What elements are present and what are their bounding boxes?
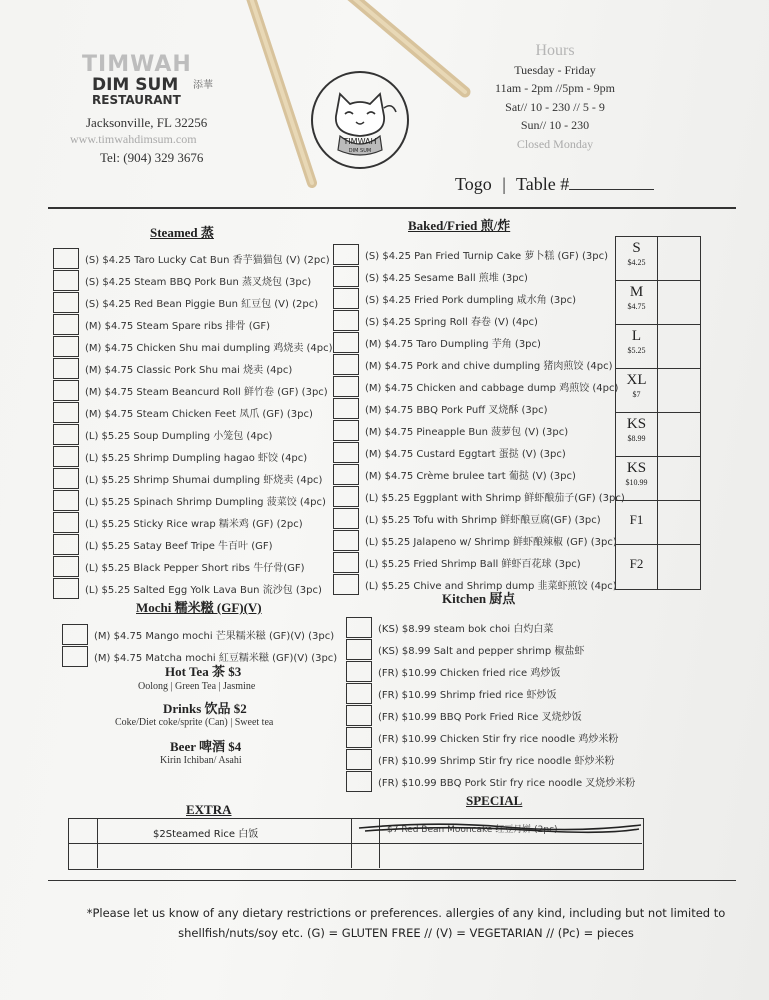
menu-item-row[interactable] <box>333 485 625 507</box>
menu-item-row[interactable] <box>333 309 625 331</box>
menu-item-label: (KS) $8.99 steam bok choi 白灼白菜 <box>378 623 554 635</box>
lucky-cat-logo-icon <box>310 70 410 170</box>
quantity-checkbox[interactable] <box>53 314 79 335</box>
size-row <box>616 457 700 501</box>
quantity-checkbox[interactable] <box>346 639 372 660</box>
menu-item-label: (S) $4.25 Steam BBQ Pork Bun 蒸叉烧包 (3pc) <box>85 276 312 288</box>
quantity-checkbox[interactable] <box>53 468 79 489</box>
menu-item-row[interactable] <box>53 335 333 357</box>
quantity-checkbox[interactable] <box>333 508 359 529</box>
size-row <box>616 237 700 281</box>
menu-item-row[interactable] <box>53 577 333 599</box>
cat-logo-text1: TIMWAH <box>343 137 377 146</box>
menu-item-row[interactable] <box>53 401 333 423</box>
menu-item-label: (L) $5.25 Shrimp Shumai dumpling 虾烧卖 (4pc) <box>85 474 323 486</box>
table-row-divider <box>69 843 642 844</box>
togo-table-field[interactable] <box>455 174 654 195</box>
menu-item-row[interactable] <box>53 467 333 489</box>
menu-item-label: (M) $4.75 Pineapple Bun 菠萝包 (V) (3pc) <box>365 426 569 438</box>
size-tally-cell[interactable] <box>658 237 700 280</box>
table-col-divider <box>351 819 352 868</box>
quantity-checkbox[interactable] <box>333 354 359 375</box>
size-letter: KS <box>626 460 647 476</box>
quantity-checkbox[interactable] <box>53 380 79 401</box>
size-label <box>616 281 658 324</box>
quantity-checkbox[interactable] <box>53 336 79 357</box>
menu-item-label: (L) $5.25 Black Pepper Short ribs 牛仔骨(GF) <box>85 562 305 574</box>
togo-label[interactable]: Togo <box>455 174 492 194</box>
hours-line: 11am - 2pm //5pm - 9pm <box>495 81 615 95</box>
menu-item-row[interactable] <box>333 463 625 485</box>
menu-item-label: (L) $5.25 Soup Dumpling 小笼包 (4pc) <box>85 430 273 442</box>
size-letter: S <box>632 240 641 256</box>
menu-item-row[interactable] <box>333 375 625 397</box>
menu-item-row[interactable] <box>53 511 333 533</box>
quantity-checkbox[interactable] <box>53 556 79 577</box>
size-price: $5.25 <box>627 346 646 355</box>
table-number-field[interactable] <box>569 175 654 190</box>
hours-line: Tuesday - Friday <box>514 62 596 77</box>
footer-line: shellfish/nuts/soy etc. (G) = GLUTEN FREE // (V) = VEGETARIAN // (Pc) = pieces <box>178 926 634 940</box>
phone-text: Tel: (904) 329 3676 <box>100 150 204 165</box>
menu-item-label: (FR) $10.99 BBQ Pork Stir fry rice noodle 叉烧炒米粉 <box>378 777 636 789</box>
menu-item-row[interactable] <box>346 682 635 704</box>
menu-item-label: (FR) $10.99 Chicken Stir fry rice noodle 鸡炒米粉 <box>378 733 619 745</box>
menu-item-row[interactable] <box>333 507 625 529</box>
size-row <box>616 325 700 369</box>
size-row <box>616 501 700 545</box>
hours-line: Sun// 10 - 230 <box>520 118 590 132</box>
quantity-checkbox[interactable] <box>333 244 359 265</box>
size-row <box>616 281 700 325</box>
size-price: $10.99 <box>625 478 648 487</box>
menu-item-label: (L) $5.25 Fried Shrimp Ball 鲜虾百花球 (3pc) <box>365 558 581 570</box>
quantity-checkbox[interactable] <box>53 446 79 467</box>
separator: | <box>502 174 506 194</box>
footer-note <box>76 903 736 943</box>
menu-item-label: (S) $4.25 Sesame Ball 煎堆 (3pc) <box>365 272 528 284</box>
size-label <box>616 457 658 500</box>
quantity-checkbox[interactable] <box>333 310 359 331</box>
menu-item-label: (M) $4.75 Crème brulee tart 葡挞 (V) (3pc) <box>365 470 576 482</box>
menu-item-label: (S) $4.25 Red Bean Piggie Bun 紅豆包 (V) (2pc) <box>85 298 319 310</box>
menu-item-row[interactable] <box>333 265 625 287</box>
quantity-checkbox[interactable] <box>53 424 79 445</box>
menu-item-row[interactable] <box>333 441 625 463</box>
menu-item-row[interactable] <box>333 331 625 353</box>
size-tally-cell[interactable] <box>658 325 700 368</box>
menu-item-row[interactable] <box>53 357 333 379</box>
size-tally-cell[interactable] <box>658 545 700 589</box>
menu-item-row[interactable] <box>333 529 625 551</box>
menu-item-row[interactable] <box>62 623 337 645</box>
menu-item-row[interactable] <box>346 770 635 792</box>
size-row <box>616 545 700 589</box>
extra-title: EXTRA <box>186 802 232 817</box>
menu-item-label: (L) $5.25 Eggplant with Shrimp 鲜虾酿茄子(GF) (3pc) <box>365 492 625 504</box>
quantity-checkbox[interactable] <box>333 486 359 507</box>
menu-item-label: (S) $4.25 Taro Lucky Cat Bun 香芋猫猫包 (V) (2pc) <box>85 254 330 266</box>
quantity-checkbox[interactable] <box>62 624 88 645</box>
menu-item-label: (M) $4.75 Chicken and cabbage dump 鸡煎饺 (4pc) <box>365 382 619 394</box>
menu-item-label: (FR) $10.99 BBQ Pork Fried Rice 叉烧炒饭 <box>378 711 582 723</box>
menu-item-label: (KS) $8.99 Salt and pepper shrimp 椒盐虾 <box>378 645 585 657</box>
hot-tea-title: Hot Tea 茶 $3 <box>165 664 242 679</box>
quantity-checkbox[interactable] <box>53 270 79 291</box>
menu-item-label: (M) $4.75 Matcha mochi 紅豆糯米糍 (GF)(V) (3pc) <box>94 652 338 664</box>
quantity-checkbox[interactable] <box>346 727 372 748</box>
menu-item-row[interactable] <box>53 291 333 313</box>
quantity-checkbox[interactable] <box>333 420 359 441</box>
size-price: $7 <box>632 390 641 399</box>
size-letter: XL <box>626 372 647 388</box>
drinks-title: Drinks 饮品 $2 <box>163 701 247 716</box>
quantity-checkbox[interactable] <box>333 574 359 595</box>
menu-item-label: (M) $4.75 Steam Spare ribs 排骨 (GF) <box>85 320 271 332</box>
special-item-crossed[interactable]: $7 Red Bean Mooncake 红豆月饼 (2pc) <box>387 825 558 835</box>
quantity-checkbox[interactable] <box>53 490 79 511</box>
menu-item-label: (M) $4.75 Custard Eggtart 蛋挞 (V) (3pc) <box>365 448 566 460</box>
size-tally-cell[interactable] <box>658 501 700 544</box>
quantity-checkbox[interactable] <box>333 552 359 573</box>
menu-item-row[interactable] <box>346 616 635 638</box>
menu-item-row[interactable] <box>346 704 635 726</box>
menu-item-row[interactable] <box>333 551 625 573</box>
quantity-checkbox[interactable] <box>346 771 372 792</box>
size-row <box>616 413 700 457</box>
menu-item-label: (L) $5.25 Jalapeno w/ Shrimp 鲜虾酿辣椒 (GF) (3pc) <box>365 536 617 548</box>
quantity-checkbox[interactable] <box>53 402 79 423</box>
menu-item-row[interactable] <box>53 555 333 577</box>
header-divider <box>48 207 736 209</box>
logo-dimsum: DIM SUM <box>92 75 179 95</box>
menu-item-row[interactable] <box>53 379 333 401</box>
steamed-title: Steamed 蒸 <box>150 225 214 240</box>
footer-divider <box>48 880 736 881</box>
size-tally-cell[interactable] <box>658 457 700 500</box>
size-tally-cell[interactable] <box>658 413 700 456</box>
size-letter: F2 <box>629 556 644 571</box>
menu-item-row[interactable] <box>53 313 333 335</box>
cat-logo-text2: DIM SUM <box>348 148 372 154</box>
size-label <box>616 237 658 280</box>
footer-line: *Please let us know of any dietary restrictions or preferences. allergies of any kind, including but not limited to <box>86 906 726 920</box>
size-tally-grid <box>615 236 701 590</box>
menu-item-row[interactable] <box>346 726 635 748</box>
quantity-checkbox[interactable] <box>333 442 359 463</box>
size-label <box>616 325 658 368</box>
menu-item-label: (M) $4.75 BBQ Pork Puff 叉烧酥 (3pc) <box>365 404 548 416</box>
kitchen-title: Kitchen 厨点 <box>442 591 516 606</box>
menu-item-label: (FR) $10.99 Shrimp Stir fry rice noodle 虾炒米粉 <box>378 755 615 767</box>
address-city: Jacksonville, FL 32256 <box>86 115 208 130</box>
menu-item-label: (L) $5.25 Spinach Shrimp Dumpling 菠菜饺 (4pc) <box>85 496 326 508</box>
menu-item-row[interactable] <box>53 533 333 555</box>
quantity-checkbox[interactable] <box>346 661 372 682</box>
quantity-checkbox[interactable] <box>333 530 359 551</box>
quantity-checkbox[interactable] <box>346 683 372 704</box>
size-label <box>616 501 658 544</box>
extra-special-table <box>68 818 644 870</box>
hours-closed: Closed Monday <box>516 136 594 151</box>
quantity-checkbox[interactable] <box>333 266 359 287</box>
menu-item-label: (L) $5.25 Chive and Shrimp dump 韭菜虾煎饺 (4pc) <box>365 580 617 592</box>
menu-item-row[interactable] <box>346 748 635 770</box>
logo-chinese: 添華 <box>193 80 213 91</box>
menu-item-row[interactable] <box>53 489 333 511</box>
menu-item-label: (L) $5.25 Sticky Rice wrap 糯米鸡 (GF) (2pc) <box>85 518 303 530</box>
size-letter: F1 <box>629 512 644 527</box>
menu-item-label: (L) $5.25 Shrimp Dumpling hagao 虾饺 (4pc) <box>85 452 308 464</box>
size-letter: KS <box>626 416 647 432</box>
table-col-divider <box>97 819 98 868</box>
special-title: SPECIAL <box>466 793 523 808</box>
table-label: Table # <box>516 174 570 194</box>
baked-list <box>333 243 625 595</box>
size-tally-cell[interactable] <box>658 281 700 324</box>
hours-line: Sat// 10 - 230 // 5 - 9 <box>505 99 605 114</box>
quantity-checkbox[interactable] <box>53 358 79 379</box>
size-letter: L <box>631 328 642 344</box>
size-price: $4.25 <box>627 258 646 267</box>
size-label <box>616 413 658 456</box>
size-tally-cell[interactable] <box>658 369 700 412</box>
quantity-checkbox[interactable] <box>53 292 79 313</box>
menu-item-row[interactable] <box>346 660 635 682</box>
size-label <box>616 545 658 589</box>
quantity-checkbox[interactable] <box>346 617 372 638</box>
menu-item-row[interactable] <box>333 287 625 309</box>
menu-item-label: (M) $4.75 Classic Pork Shu mai 烧卖 (4pc) <box>85 364 293 376</box>
logo-title: TIMWAH <box>82 52 192 77</box>
kitchen-list <box>346 616 635 792</box>
hours-block <box>470 42 640 153</box>
menu-item-row[interactable] <box>333 397 625 419</box>
menu-item-row[interactable] <box>53 247 333 269</box>
website-text: www.timwahdimsum.com <box>70 132 197 146</box>
hot-tea-options: Oolong | Green Tea | Jasmine <box>138 681 256 692</box>
hours-title: Hours <box>535 42 575 59</box>
size-label <box>616 369 658 412</box>
menu-item-label: (L) $5.25 Salted Egg Yolk Lava Bun 流沙包 (3pc) <box>85 584 322 596</box>
menu-item-label: (M) $4.75 Steam Chicken Feet 凤爪 (GF) (3pc) <box>85 408 313 420</box>
steamed-list <box>53 247 333 599</box>
quantity-checkbox[interactable] <box>62 646 88 667</box>
menu-item-label: (M) $4.75 Taro Dumpling 芋角 (3pc) <box>365 338 541 350</box>
menu-item-label: (L) $5.25 Tofu with Shrimp 鲜虾酿豆腐(GF) (3pc) <box>365 514 601 526</box>
quantity-checkbox[interactable] <box>333 376 359 397</box>
menu-item-label: (S) $4.25 Pan Fried Turnip Cake 萝卜糕 (GF) (3pc) <box>365 250 609 262</box>
menu-item-row[interactable] <box>333 353 625 375</box>
quantity-checkbox[interactable] <box>333 332 359 353</box>
quantity-checkbox[interactable] <box>53 578 79 599</box>
menu-item-label: (L) $5.25 Satay Beef Tripe 牛百叶 (GF) <box>85 540 273 552</box>
quantity-checkbox[interactable] <box>333 398 359 419</box>
beer-title: Beer 啤酒 $4 <box>170 739 242 754</box>
quantity-checkbox[interactable] <box>333 288 359 309</box>
drinks-options: Coke/Diet coke/sprite (Can) | Sweet tea <box>115 717 274 728</box>
menu-item-label: (M) $4.75 Chicken Shu mai dumpling 鸡烧卖 (4pc) <box>85 342 333 354</box>
beer-options: Kirin Ichiban/ Asahi <box>160 755 242 766</box>
quantity-checkbox[interactable] <box>53 534 79 555</box>
menu-item-label: (S) $4.25 Fried Pork dumpling 咸水角 (3pc) <box>365 294 576 306</box>
baked-title: Baked/Fried 煎/炸 <box>408 218 511 233</box>
menu-item-row[interactable] <box>346 638 635 660</box>
size-row <box>616 369 700 413</box>
logo-restaurant: RESTAURANT <box>92 93 181 107</box>
size-letter: M <box>629 284 644 300</box>
mochi-title: Mochi 糯米糍 (GF)(V) <box>136 600 262 615</box>
menu-item-label: (FR) $10.99 Shrimp fried rice 虾炒饭 <box>378 689 557 701</box>
size-price: $8.99 <box>627 434 646 443</box>
quantity-checkbox[interactable] <box>333 464 359 485</box>
menu-item-label: (FR) $10.99 Chicken fried rice 鸡炒饭 <box>378 667 561 679</box>
extra-item[interactable]: $2Steamed Rice 白饭 <box>153 829 259 840</box>
size-price: $4.75 <box>627 302 646 311</box>
scribble-cross-out <box>355 819 645 839</box>
menu-item-row[interactable] <box>53 445 333 467</box>
menu-item-row[interactable] <box>53 269 333 291</box>
menu-item-row[interactable] <box>53 423 333 445</box>
quantity-checkbox[interactable] <box>346 749 372 770</box>
menu-item-row[interactable] <box>333 419 625 441</box>
menu-item-label: (M) $4.75 Pork and chive dumpling 猪肉煎饺 (4pc) <box>365 360 613 372</box>
menu-item-label: (S) $4.25 Spring Roll 春卷 (V) (4pc) <box>365 316 538 328</box>
menu-item-label: (M) $4.75 Mango mochi 芒果糯米糍 (GF)(V) (3pc) <box>94 630 335 642</box>
quantity-checkbox[interactable] <box>346 705 372 726</box>
menu-item-row[interactable] <box>333 243 625 265</box>
quantity-checkbox[interactable] <box>53 512 79 533</box>
quantity-checkbox[interactable] <box>53 248 79 269</box>
menu-item-label: (M) $4.75 Steam Beancurd Roll 鲜竹卷 (GF) (3pc) <box>85 386 328 398</box>
